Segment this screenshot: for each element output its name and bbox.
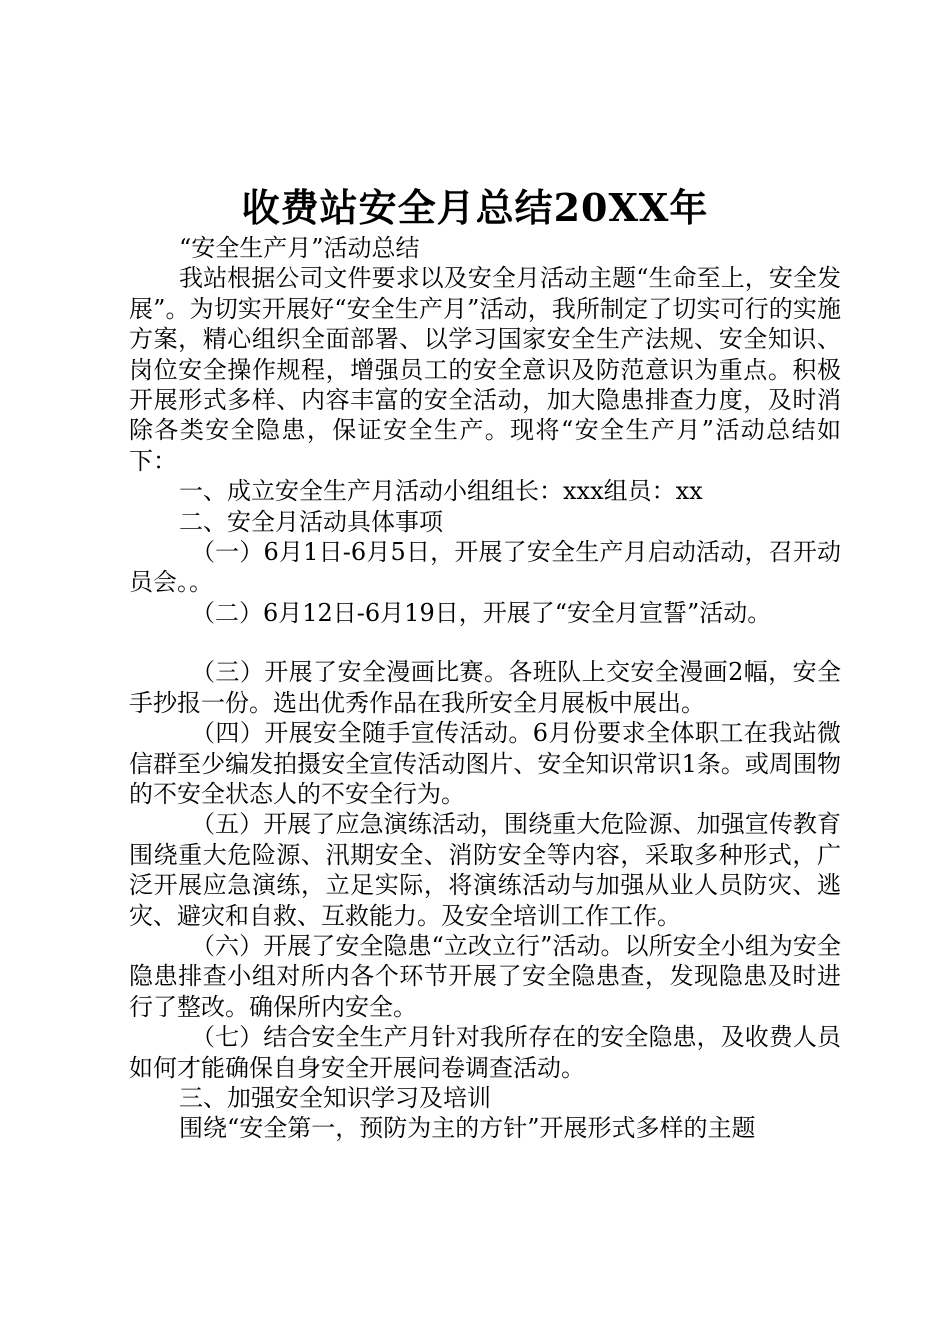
document-body	[129, 233, 841, 1144]
item-three-paragraph: （三）开展了安全漫画比赛。各班队上交安全漫画2幅，安全手抄报一份。选出优秀作品在我所安全月展板中展出。	[129, 658, 841, 717]
document-title: 收费站安全月总结20XX年	[241, 185, 709, 230]
item-one-paragraph: （一）6月1日-6月5日，开展了安全生产月启动活动，召开动员会。。	[129, 538, 841, 597]
item-six-paragraph: （六）开展了安全隐患“立改立行”活动。以所安全小组为安全隐患排查小组对所内各个环节开展了安全隐患查，发现隐患及时进行了整改。确保所内安全。	[129, 931, 841, 1021]
item-five-paragraph: （五）开展了应急演练活动，围绕重大危险源、加强宣传教育围绕重大危险源、汛期安全、消防安全等内容，采取多种形式，广泛开展应急演练，立足实际，将演练活动与加强从业人员防灾、逃灾、避灾和自救、互救能力。及安全培训工作工作。	[129, 810, 841, 930]
section-three-paragraph: 围绕“安全第一，预防为主的方针”开展形式多样的主题	[179, 1114, 756, 1143]
item-seven-paragraph: （七）结合安全生产月针对我所存在的安全隐患，及收费人员如何才能确保自身安全开展问卷调查活动。	[129, 1023, 841, 1082]
section-one-heading: 一、成立安全生产月活动小组组长：xxx组员：xx	[179, 477, 703, 506]
section-heading-summary: “安全生产月”活动总结	[179, 234, 420, 262]
paragraph-spacer	[129, 628, 841, 657]
item-two-paragraph: （二）6月12日-6月19日，开展了“安全月宣誓”活动。	[191, 598, 772, 627]
intro-paragraph: 我站根据公司文件要求以及安全月活动主题“生命至上，安全发展”。为切实开展好“安全生产月”活动，我所制定了切实可行的实施方案，精心组织全面部署、以学习国家安全生产法规、安全知识、岗位安全操作规程，增强员工的安全意识及防范意识为重点。积极开展形式多样、内容丰富的安全活动，加大隐患排查力度，及时消除各类安全隐患，保证安全生产。现将“安全生产月”活动总结如下：	[129, 264, 841, 475]
section-two-heading: 二、安全月活动具体事项	[179, 507, 443, 536]
item-four-paragraph: （四）开展安全随手宣传活动。6月份要求全体职工在我站微信群至少编发拍摄安全宣传活动图片、安全知识常识1条。或周围物的不安全状态人的不安全行为。	[129, 719, 841, 808]
section-three-heading: 三、加强安全知识学习及培训	[179, 1083, 491, 1112]
